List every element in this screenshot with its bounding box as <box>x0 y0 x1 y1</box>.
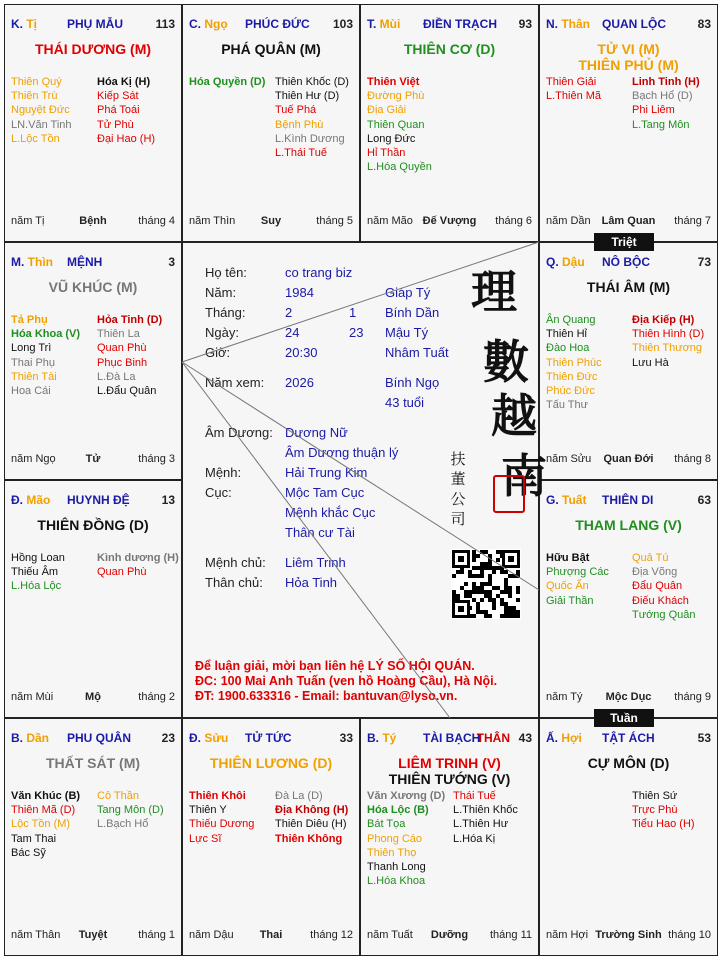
star-name: Quan Phù <box>97 342 147 355</box>
star-name: Đẩu Quân <box>632 580 683 593</box>
info-value: Âm Dương thuận lý <box>285 445 399 460</box>
star-name: Thiên Y <box>189 804 227 817</box>
info-value: Thân cư Tài <box>285 525 355 540</box>
can-chi-value: Bính Dần <box>385 305 440 320</box>
info-value: 1984 <box>285 285 314 300</box>
star-name: Bạch Hổ (D) <box>632 90 693 103</box>
star-name: L.Bạch Hổ <box>97 818 149 831</box>
year-label: năm Dần <box>546 215 591 227</box>
star-name: Lưu Hà <box>632 356 669 369</box>
year-label: năm Mão <box>367 215 413 227</box>
month-label: tháng 12 <box>310 929 353 941</box>
life-stage: Bệnh <box>79 215 107 227</box>
info-value: 24 <box>285 325 300 340</box>
can-chi-value: Mậu Tý <box>385 325 429 340</box>
star-name: Thiên Tài <box>11 370 57 383</box>
palace-name: TẬT ÁCH <box>602 731 655 745</box>
year-label: năm Thìn <box>189 215 236 227</box>
star-name: Tấu Thư <box>546 399 589 412</box>
main-star: THIÊN ĐỒNG (D) <box>37 517 149 533</box>
earthly-branch: Dần <box>26 731 50 745</box>
star-name: Tuế Phá <box>275 104 317 117</box>
seal-character: 司 <box>450 510 466 528</box>
star-name: LN.Văn Tinh <box>11 118 72 131</box>
info-label: Ngày: <box>205 325 239 340</box>
star-name: Hỏa Tinh (D) <box>97 314 163 326</box>
info-label: Họ tên: <box>205 265 247 280</box>
star-name: Phong Cáo <box>367 832 423 845</box>
month-label: tháng 9 <box>674 691 711 703</box>
star-name: Nguyệt Đức <box>11 104 70 117</box>
month-label: tháng 7 <box>674 215 711 227</box>
star-name: Đà La (D) <box>275 790 323 802</box>
info-value: 20:30 <box>285 345 318 360</box>
month-label: tháng 11 <box>489 929 532 941</box>
month-label: tháng 1 <box>138 929 175 941</box>
palace-name: PHỤ MẪU <box>67 17 123 31</box>
star-name: Thiên Quan <box>367 118 425 131</box>
aspect-line <box>182 362 539 590</box>
palace-number: 43 <box>518 731 532 745</box>
info-label: Tháng: <box>205 305 246 320</box>
stem-prefix: Ấ. <box>546 731 562 745</box>
stem-prefix: M. <box>11 255 28 269</box>
lunar-value: 23 <box>349 325 364 340</box>
month-label: tháng 8 <box>674 453 711 465</box>
stem-prefix: B. <box>11 731 27 745</box>
year-label: năm Tuất <box>367 929 413 941</box>
month-label: tháng 5 <box>316 215 353 227</box>
life-stage: Suy <box>260 215 282 227</box>
star-name: L.Thiên Khốc <box>453 804 518 817</box>
life-stage: Trường Sinh <box>595 929 662 941</box>
star-name: Phá Toái <box>97 104 140 117</box>
palace-name: ĐIỀN TRẠCH <box>423 17 497 31</box>
star-name: Đường Phù <box>367 90 425 103</box>
can-chi-value: 43 tuổi <box>385 395 425 410</box>
star-name: Kình dương (H) <box>97 552 179 564</box>
star-name: Thiên Mã (D) <box>11 804 76 817</box>
palace-name: PHÚC ĐỨC <box>245 17 310 31</box>
palace-name: NÔ BỘC <box>602 255 650 269</box>
star-name: Tang Môn (D) <box>97 804 164 817</box>
stem-prefix: G. <box>546 493 563 507</box>
palace-number: 73 <box>697 255 711 269</box>
main-star: VŨ KHÚC (M) <box>48 279 138 295</box>
palace-name: MỆNH <box>67 255 103 269</box>
main-star: THIÊN LƯƠNG (D) <box>209 755 333 771</box>
star-name: L.Hóa Kị <box>453 832 496 845</box>
info-label: Cục: <box>205 485 232 500</box>
palace-name: PHU QUÂN <box>67 731 132 745</box>
star-name: L.Hóa Khoa <box>367 875 426 888</box>
star-name: Trực Phù <box>632 804 678 817</box>
star-name: Hỉ Thần <box>367 147 406 160</box>
main-star: THIÊN CƠ (D) <box>403 41 496 57</box>
star-name: Văn Xương (D) <box>367 790 446 802</box>
earthly-branch: Mão <box>26 493 51 507</box>
star-name: Thiên Việt <box>367 76 420 88</box>
info-value: 2 <box>285 305 293 320</box>
star-name: Hóa Khoa (V) <box>11 328 81 341</box>
star-name: Thiên Không <box>275 832 343 845</box>
palace-name: THIÊN DI <box>602 493 654 507</box>
year-label: năm Ngọ <box>11 453 56 465</box>
star-name: Thái Tuế <box>453 790 496 802</box>
aspect-line <box>182 242 539 362</box>
contact-line: ĐT: 1900.633316 - Email: bantuvan@lyso.vn. <box>195 689 458 703</box>
stem-prefix: B. <box>367 731 383 745</box>
star-name: Địa Võng <box>632 566 678 579</box>
info-value: Mộc Tam Cục <box>285 485 365 500</box>
info-label: Năm: <box>205 285 237 300</box>
main-star: THẤT SÁT (M) <box>45 755 141 771</box>
life-stage: Tử <box>85 453 101 465</box>
year-label: năm Thân <box>11 929 61 941</box>
can-chi-value: Bính Ngọ <box>385 375 440 390</box>
info-value: Mệnh khắc Cục <box>285 505 376 520</box>
calligraphy-character: 南 <box>501 449 547 503</box>
stem-prefix: Q. <box>546 255 563 269</box>
tuan-badge: Tuần <box>594 709 654 727</box>
palace-number: 13 <box>161 493 175 507</box>
palace-name: TỬ TỨC <box>245 731 292 745</box>
star-name: Quả Tú <box>632 552 669 564</box>
earthly-branch: Tý <box>382 731 397 745</box>
star-name: Long Đức <box>367 132 416 145</box>
star-name: Bát Tọa <box>367 818 406 831</box>
can-chi-value: Nhâm Tuất <box>385 345 449 360</box>
year-label: năm Mùi <box>11 691 54 703</box>
info-label: Giờ: <box>205 345 231 360</box>
main-star: THÁI ÂM (M) <box>586 279 671 295</box>
star-name: Tam Thai <box>11 832 57 845</box>
star-name: Thiên Phúc <box>546 356 602 369</box>
month-label: tháng 2 <box>138 691 175 703</box>
life-stage: Lâm Quan <box>601 215 656 227</box>
palace-number: 63 <box>697 493 711 507</box>
star-name: L.Kình Dương <box>275 132 345 145</box>
star-name: Hóa Quyền (D) <box>189 76 266 88</box>
star-name: L.Đẩu Quân <box>97 385 157 398</box>
palace-number: 103 <box>332 17 353 31</box>
star-name: L.Hóa Lộc <box>11 580 62 593</box>
star-name: Cô Thần <box>97 790 139 802</box>
main-star: TỬ VI (M) <box>597 41 660 57</box>
star-name: Thiên Khôi <box>189 790 246 802</box>
star-name: Thiên Sứ <box>632 790 678 802</box>
life-stage: Tuyệt <box>78 929 108 941</box>
aspect-line <box>182 362 450 718</box>
star-name: Thiên La <box>97 328 140 341</box>
info-value: Hỏa Tinh <box>285 575 338 590</box>
info-value: 2026 <box>285 375 314 390</box>
palace-number: 113 <box>155 17 175 31</box>
star-name: Kiếp Sát <box>97 90 139 103</box>
stem-prefix: C. <box>189 17 205 31</box>
stem-prefix: Đ. <box>189 731 205 745</box>
palace-number: 93 <box>518 17 532 31</box>
main-star: LIÊM TRINH (V) <box>398 755 501 771</box>
month-label: tháng 4 <box>138 215 175 227</box>
life-stage: Dưỡng <box>430 929 469 941</box>
year-label: năm Hợi <box>546 929 589 941</box>
palace-number: 3 <box>168 255 175 269</box>
year-label: năm Tị <box>11 215 45 227</box>
than-tag: THÂN <box>476 731 510 745</box>
main-star: THIÊN TƯỚNG (V) <box>388 771 511 787</box>
year-label: năm Tý <box>546 691 583 703</box>
main-star: THÁI DƯƠNG (M) <box>34 41 152 57</box>
calligraphy-character: 數 <box>483 335 529 389</box>
main-star: THIÊN PHỦ (M) <box>578 57 679 73</box>
star-name: Thiên Khốc (D) <box>275 76 349 88</box>
info-label: Mệnh chủ: <box>205 555 266 570</box>
star-name: Thiên Hỉ <box>546 328 587 341</box>
earthly-branch: Ngọ <box>204 17 228 31</box>
earthly-branch: Tuất <box>562 493 587 507</box>
star-name: Phượng Các <box>546 566 609 579</box>
star-name: Tử Phù <box>97 118 134 131</box>
star-name: Phúc Đức <box>546 385 595 398</box>
star-name: Địa Giải <box>367 104 407 117</box>
life-stage: Quan Đới <box>603 453 654 465</box>
star-name: L.Tang Môn <box>632 118 690 131</box>
stem-prefix: T. <box>367 17 380 31</box>
star-name: Hóa Kị (H) <box>97 76 151 88</box>
star-name: Địa Không (H) <box>275 804 349 817</box>
star-name: Thiên Quý <box>11 76 62 88</box>
star-name: Lộc Tồn (M) <box>11 818 71 831</box>
star-name: Thiên Giải <box>546 76 597 88</box>
star-name: L.Đà La <box>97 370 136 383</box>
life-stage: Mộc Dục <box>605 691 652 703</box>
star-name: Quốc Ấn <box>546 580 589 593</box>
month-label: tháng 10 <box>668 929 711 941</box>
star-name: Hóa Lộc (B) <box>367 804 429 817</box>
life-stage: Đế Vượng <box>422 215 477 227</box>
star-name: L.Lộc Tồn <box>11 132 60 145</box>
stem-prefix: Đ. <box>11 493 27 507</box>
calligraphy-character: 越 <box>491 389 537 443</box>
earthly-branch: Sửu <box>204 731 229 745</box>
star-name: Long Trì <box>11 342 52 355</box>
info-value: Hải Trung Kim <box>285 465 368 480</box>
lunar-value: 1 <box>349 305 357 320</box>
earthly-branch: Thân <box>561 17 591 31</box>
star-name: Thiên Thọ <box>367 846 417 859</box>
stem-prefix: N. <box>546 17 562 31</box>
info-value: co trang biz <box>285 265 353 280</box>
star-name: Lực Sĩ <box>189 832 222 845</box>
earthly-branch: Mùi <box>379 17 401 31</box>
contact-line: Để luận giải, mời bạn liên hệ LÝ SỐ HỘI QUÁN. <box>195 659 475 673</box>
star-name: Điếu Khách <box>632 594 689 607</box>
star-name: L.Thiên Mã <box>546 90 602 103</box>
info-label: Thân chủ: <box>205 575 263 590</box>
star-name: Đào Hoa <box>546 342 590 355</box>
star-name: Thiên Diêu (H) <box>275 818 347 831</box>
earthly-branch: Tị <box>26 17 38 31</box>
star-name: Ân Quang <box>546 314 596 326</box>
main-star: CỰ MÔN (D) <box>587 755 670 771</box>
star-name: Thiên Trù <box>11 90 58 103</box>
star-name: Hữu Bật <box>546 552 590 564</box>
year-label: năm Dậu <box>189 929 234 941</box>
star-name: Thai Phụ <box>11 356 56 369</box>
palace-number: 33 <box>339 731 353 745</box>
star-name: Hồng Loan <box>11 552 65 564</box>
star-name: L.Thái Tuế <box>275 147 327 160</box>
seal-character: 董 <box>450 470 466 488</box>
star-name: Văn Khúc (B) <box>11 790 81 802</box>
star-name: L.Hóa Quyền <box>367 161 432 174</box>
star-name: Tướng Quân <box>632 608 696 621</box>
star-name: Đại Hao (H) <box>97 132 156 145</box>
star-name: Phục Binh <box>97 356 148 369</box>
palace-number: 53 <box>697 731 711 745</box>
info-label: Mệnh: <box>205 465 242 480</box>
star-name: Thiên Thương <box>632 342 703 355</box>
palace-name: QUAN LỘC <box>602 17 666 31</box>
info-value: Dương Nữ <box>285 425 348 440</box>
calligraphy-character: 理 <box>471 265 517 319</box>
info-label: Năm xem: <box>205 375 265 390</box>
star-name: Bác Sỹ <box>11 846 46 859</box>
info-value: Liêm Trinh <box>285 555 346 570</box>
triet-badge: Triệt <box>594 233 654 251</box>
star-name: Tiểu Hao (H) <box>632 818 695 831</box>
palace-name: HUYNH ĐỆ <box>67 493 130 507</box>
palace-number: 23 <box>161 731 175 745</box>
seal-character: 公 <box>450 490 466 508</box>
seal-character: 扶 <box>450 450 466 468</box>
star-name: Thiên Hư (D) <box>275 90 340 103</box>
star-name: Phi Liêm <box>632 104 675 117</box>
palace-number: 83 <box>697 17 711 31</box>
contact-line: ĐC: 100 Mai Anh Tuấn (ven hồ Hoàng Cầu), Hà Nội. <box>195 674 498 688</box>
star-name: Thiên Hình (D) <box>632 328 705 341</box>
palace-name: TÀI BẠCH <box>423 731 481 745</box>
year-label: năm Sửu <box>546 453 592 465</box>
star-name: Quan Phù <box>97 566 147 579</box>
life-stage: Thai <box>259 929 283 941</box>
stem-prefix: K. <box>11 17 27 31</box>
star-name: Linh Tinh (H) <box>632 76 700 88</box>
star-name: Thiếu Âm <box>11 566 59 579</box>
earthly-branch: Hợi <box>561 731 582 745</box>
star-name: Tả Phụ <box>11 314 48 326</box>
star-name: Giải Thần <box>546 594 594 607</box>
life-stage: Mộ <box>85 691 101 703</box>
star-name: Thiên Đức <box>546 370 598 383</box>
star-name: Bệnh Phù <box>275 118 324 131</box>
star-name: L.Thiên Hư <box>453 818 509 831</box>
main-star: PHÁ QUÂN (M) <box>221 41 321 57</box>
earthly-branch: Thìn <box>27 255 53 269</box>
month-label: tháng 3 <box>138 453 175 465</box>
star-name: Thanh Long <box>367 861 426 874</box>
month-label: tháng 6 <box>495 215 532 227</box>
earthly-branch: Dậu <box>562 255 585 269</box>
star-name: Địa Kiếp (H) <box>632 314 695 326</box>
star-name: Hoa Cái <box>11 385 51 398</box>
main-star: THAM LANG (V) <box>575 517 682 533</box>
star-name: Thiếu Dương <box>189 818 255 831</box>
can-chi-value: Giáp Tý <box>385 285 431 300</box>
info-label: Âm Dương: <box>205 425 273 440</box>
